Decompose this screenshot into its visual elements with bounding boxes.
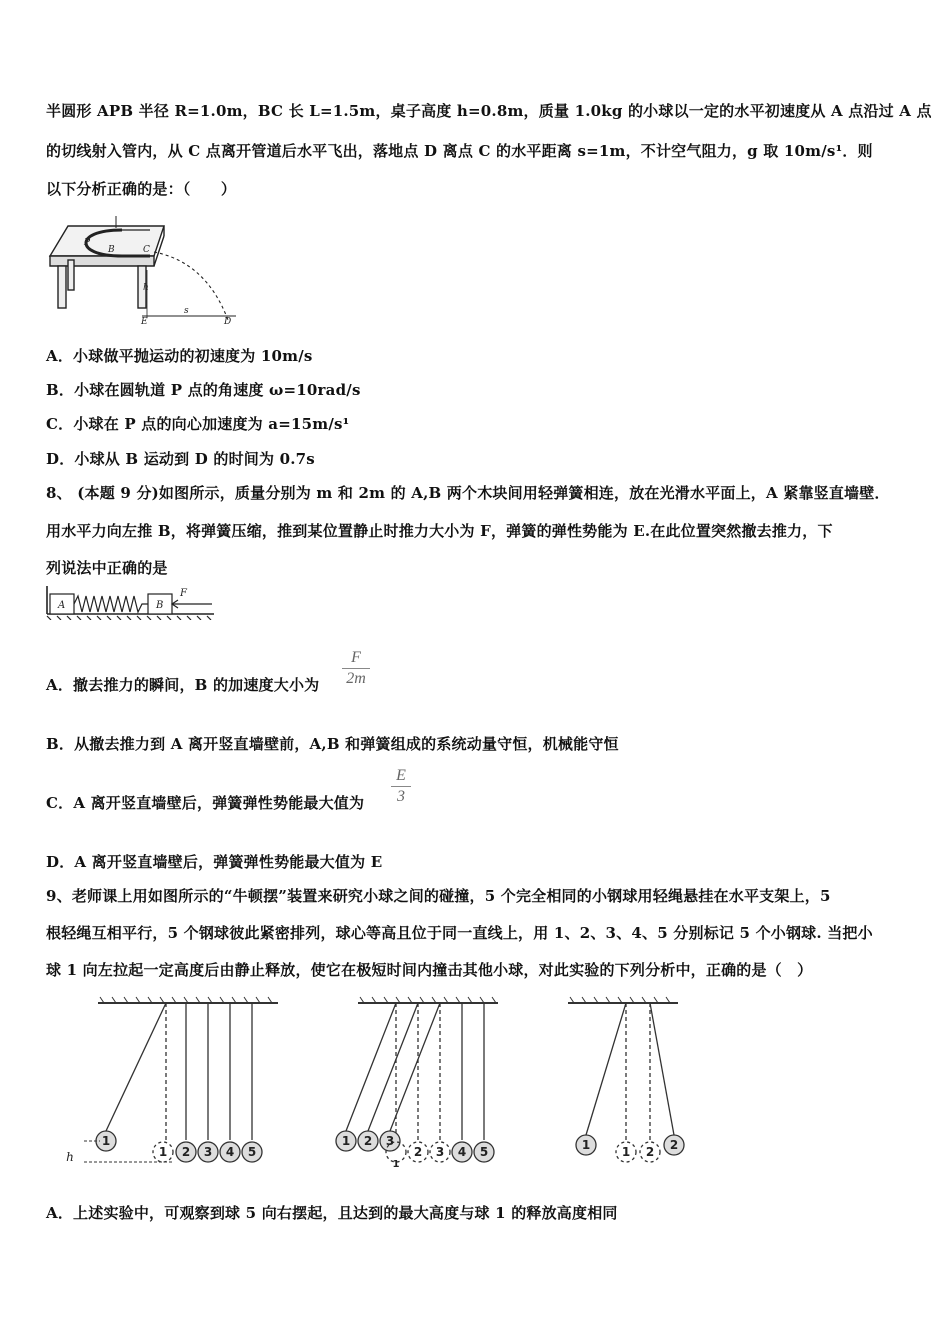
label-c: C xyxy=(143,245,150,255)
ball-3-label: 3 xyxy=(203,1145,213,1159)
q8-option-a: A．撤去推力的瞬间，B 的加速度大小为 xyxy=(46,676,320,694)
q8-option-b: B．从撤去推力到 A 离开竖直墙壁前，A,B 和弹簧组成的系统动量守恒，机械能守恒 xyxy=(46,735,619,753)
fraction-f-over-2m xyxy=(342,648,370,689)
fraction-numerator: E xyxy=(396,767,406,784)
ball-5-label: 5 xyxy=(247,1145,257,1159)
q8-line-3: 列说法中正确的是 xyxy=(46,559,168,577)
force-f-label: F xyxy=(180,588,187,599)
newtons-cradle-figure xyxy=(60,995,720,1175)
ball-3-rest-label: 3 xyxy=(435,1145,445,1159)
label-e: E xyxy=(141,317,148,327)
ball-4-label: 4 xyxy=(225,1145,235,1159)
q7-option-c: C．小球在 P 点的向心加速度为 a=15m/s¹ xyxy=(46,415,350,433)
q7-option-a: A．小球做平抛运动的初速度为 10m/s xyxy=(46,347,313,365)
label-s: s xyxy=(184,306,189,316)
ball-1-rest-label: 1 xyxy=(621,1145,631,1159)
label-h: h xyxy=(143,283,149,293)
q9-line-1: 9、老师课上用如图所示的“牛顿摆”装置来研究小球之间的碰撞，5 个完全相同的小钢球用轻绳悬挂在水平支架上，5 xyxy=(46,887,831,905)
ball-1-rest-label: 1 xyxy=(392,1159,400,1170)
block-a-label: A xyxy=(58,600,66,611)
ball-3-label: 3 xyxy=(385,1134,395,1148)
fraction-denominator: 2m xyxy=(342,668,370,689)
q9-line-3: 球 1 向左拉起一定高度后由静止释放，使它在极短时间内撞击其他小球，对此实验的下列分析中，正确的是（ ） xyxy=(46,961,813,979)
label-p: P xyxy=(84,238,91,248)
q8-line-1: 8、 (本题 9 分)如图所示，质量分别为 m 和 2m 的 A,B 两个木块间用轻弹簧相连，放在光滑水平面上，A 紧靠竖直墙壁． xyxy=(46,484,890,502)
q7-line-2: 的切线射入管内，从 C 点离开管道后水平飞出，落地点 D 离点 C 的水平距离 s=1m，不计空气阻力，g 取 10m/s¹．则 xyxy=(46,142,873,160)
q7-line-3: 以下分析正确的是：（ ） xyxy=(46,180,237,198)
label-d: D xyxy=(224,317,232,327)
table-tube-figure xyxy=(46,212,246,327)
ball-2-label: 2 xyxy=(181,1145,191,1159)
q8-option-d: D．A 离开竖直墙壁后，弹簧弹性势能最大值为 E xyxy=(46,853,383,871)
height-label: h xyxy=(66,1150,74,1164)
ball-5-label: 5 xyxy=(479,1145,489,1159)
fraction-numerator: F xyxy=(351,649,361,666)
ball-2-rest-label: 2 xyxy=(413,1145,423,1159)
ball-1-label: 1 xyxy=(101,1134,111,1148)
q9-option-a: A．上述实验中，可观察到球 5 向右摆起，且达到的最大高度与球 1 的释放高度相同 xyxy=(46,1204,618,1222)
q7-line-1: 半圆形 APB 半径 R=1.0m，BC 长 L=1.5m，桌子高度 h=0.8m，质量 1.0kg 的小球以一定的水平初速度从 A 点沿过 A 点 xyxy=(46,102,932,120)
label-b: B xyxy=(108,245,115,255)
fraction-e-over-3 xyxy=(391,766,411,807)
ball-2-rest-label: 2 xyxy=(645,1145,655,1159)
fraction-denominator: 3 xyxy=(391,786,411,807)
ball-1-label: 1 xyxy=(341,1134,351,1148)
q7-option-b: B．小球在圆轨道 P 点的角速度 ω=10rad/s xyxy=(46,381,361,399)
q7-option-d: D．小球从 B 运动到 D 的时间为 0.7s xyxy=(46,450,315,468)
block-b-label: B xyxy=(156,600,164,611)
q8-option-c: C．A 离开竖直墙壁后，弹簧弹性势能最大值为 xyxy=(46,794,365,812)
ball-1-label: 1 xyxy=(581,1138,591,1152)
ball-2-label: 2 xyxy=(363,1134,373,1148)
ball-4-label: 4 xyxy=(457,1145,467,1159)
spring-blocks-figure xyxy=(44,586,216,620)
q8-line-2: 用水平力向左推 B，将弹簧压缩，推到某位置静止时推力大小为 F，弹簧的弹性势能为 E.在此位置突然撤去推力，下 xyxy=(46,522,833,540)
q9-line-2: 根轻绳互相平行，5 个钢球彼此紧密排列，球心等高且位于同一直线上，用 1、2、3、4、5 分别标记 5 个小钢球. 当把小 xyxy=(46,924,873,942)
ball-1-rest-label: 1 xyxy=(158,1145,168,1159)
ball-2-label: 2 xyxy=(669,1138,679,1152)
